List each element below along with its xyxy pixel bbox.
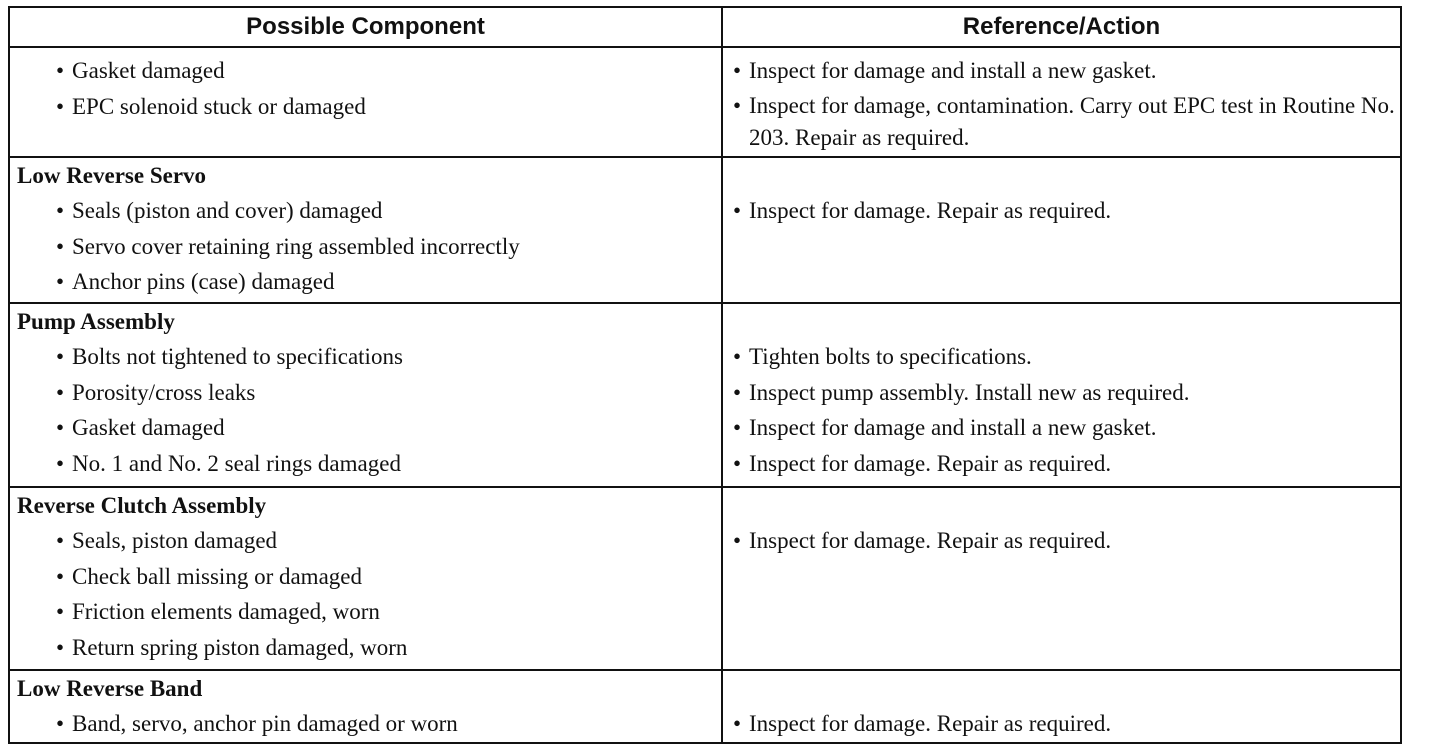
- action-text: Inspect for damage, contamination. Carry out EPC test in Routine No. 203. Repair as required.: [749, 92, 1395, 150]
- list-item: • Inspect for damage and install a new gasket.: [733, 58, 1157, 83]
- list-item: • Seals, piston damaged: [56, 528, 278, 553]
- list-item: • Inspect for damage. Repair as required.: [733, 198, 1112, 223]
- action-cell: [722, 487, 1401, 670]
- component-text: Band, servo, anchor pin damaged or worn: [72, 711, 458, 736]
- action-text: Inspect for damage. Repair as required.: [749, 198, 1112, 223]
- list-item: • Bolts not tightened to specifications: [56, 344, 403, 369]
- list-item: • Inspect for damage. Repair as required.: [733, 451, 1112, 477]
- table-row: [9, 47, 1401, 157]
- action-text: Inspect pump assembly. Install new as required.: [749, 379, 1190, 405]
- action-text: Inspect for damage and install a new gasket.: [749, 415, 1157, 441]
- component-text: Return spring piston damaged, worn: [72, 635, 408, 661]
- list-item: • Gasket damaged: [56, 58, 225, 83]
- action-text: Tighten bolts to specifications.: [749, 344, 1032, 369]
- table-row: [9, 670, 1401, 743]
- diagnosis-table: [8, 6, 1402, 744]
- list-item: • Return spring piston damaged, worn: [56, 635, 408, 661]
- component-text: Gasket damaged: [72, 58, 225, 83]
- action-cell: [722, 670, 1401, 743]
- list-item: • Inspect for damage, contamination. Carry out EPC test in Routine No. 203. Repair as required.: [733, 92, 1395, 150]
- section-heading: Low Reverse Servo: [17, 163, 207, 188]
- component-text: Gasket damaged: [72, 415, 225, 441]
- list-item: • Check ball missing or damaged: [56, 563, 362, 589]
- table-row: [9, 487, 1401, 670]
- header-reference-action: Reference/Action: [722, 7, 1401, 47]
- list-item: • No. 1 and No. 2 seal rings damaged: [56, 451, 401, 477]
- list-item: • Friction elements damaged, worn: [56, 599, 380, 625]
- component-text: EPC solenoid stuck or damaged: [72, 93, 366, 119]
- list-item: • Inspect pump assembly. Install new as required.: [733, 379, 1190, 405]
- action-cell: [722, 47, 1401, 157]
- component-text: Seals, piston damaged: [72, 528, 278, 553]
- action-text: Inspect for damage. Repair as required.: [749, 711, 1112, 736]
- component-text: Bolts not tightened to specifications: [72, 344, 403, 369]
- component-text: Seals (piston and cover) damaged: [72, 198, 383, 223]
- table-row: [9, 303, 1401, 487]
- list-item: • Seals (piston and cover) damaged: [56, 198, 383, 223]
- action-text: Inspect for damage and install a new gasket.: [749, 58, 1157, 83]
- component-text: Anchor pins (case) damaged: [72, 269, 335, 295]
- component-text: Check ball missing or damaged: [72, 563, 362, 589]
- action-cell: [722, 157, 1401, 303]
- list-item: • Band, servo, anchor pin damaged or worn: [56, 711, 458, 736]
- header-row: [9, 7, 1401, 47]
- list-item: • Servo cover retaining ring assembled incorrectly: [56, 233, 520, 259]
- list-item: • Gasket damaged: [56, 415, 225, 441]
- section-heading: Pump Assembly: [17, 309, 175, 334]
- section-heading: Reverse Clutch Assembly: [17, 493, 267, 518]
- action-text: Inspect for damage. Repair as required.: [749, 451, 1112, 477]
- list-item: • EPC solenoid stuck or damaged: [56, 93, 366, 119]
- action-cell: [722, 303, 1401, 487]
- list-item: • Inspect for damage. Repair as required.: [733, 711, 1112, 736]
- component-cell: [9, 303, 722, 487]
- component-cell: [9, 670, 722, 743]
- header-possible-component: Possible Component: [9, 7, 722, 47]
- component-text: No. 1 and No. 2 seal rings damaged: [72, 451, 401, 477]
- component-cell: [9, 487, 722, 670]
- list-item: • Inspect for damage and install a new gasket.: [733, 415, 1157, 441]
- section-heading: Low Reverse Band: [17, 676, 203, 701]
- component-cell: [9, 47, 722, 157]
- list-item: • Tighten bolts to specifications.: [733, 344, 1032, 369]
- table-row: [9, 157, 1401, 303]
- action-text: Inspect for damage. Repair as required.: [749, 528, 1112, 553]
- list-item: • Porosity/cross leaks: [56, 379, 256, 405]
- component-text: Servo cover retaining ring assembled incorrectly: [72, 233, 520, 259]
- component-cell: [9, 157, 722, 303]
- component-text: Porosity/cross leaks: [72, 379, 256, 405]
- list-item: • Anchor pins (case) damaged: [56, 269, 335, 295]
- list-item: • Inspect for damage. Repair as required.: [733, 528, 1112, 553]
- component-text: Friction elements damaged, worn: [72, 599, 380, 625]
